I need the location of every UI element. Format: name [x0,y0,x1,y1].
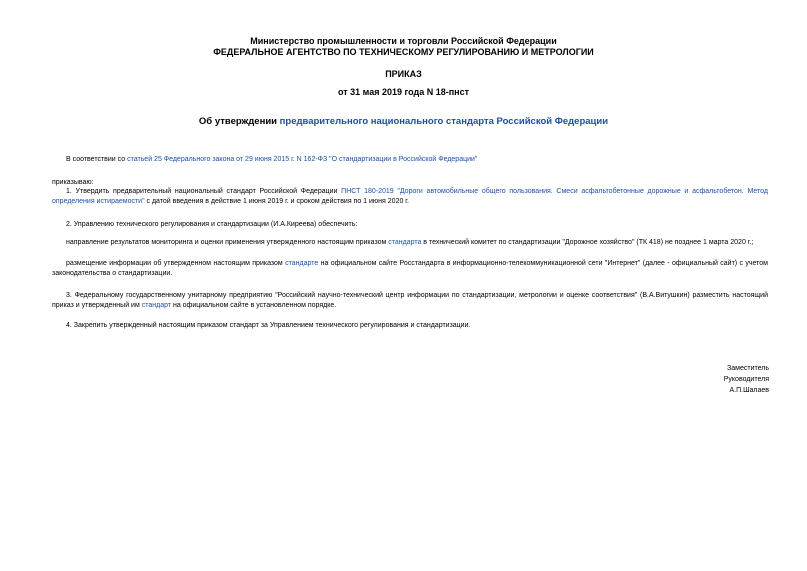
document-date: от 31 мая 2019 года N 18-пнст [337,87,470,97]
item-4: 4. Закрепить утвержденный настоящим приказом стандарт за Управлением технического регулирования и стандартизации. [66,322,471,329]
document-type: ПРИКАЗ [385,69,422,79]
item-3-prefix: 3. Федеральному государственному унитарному предприятию "Российский научно-технический центр информации по стандартизации, метрологии и оценке соответствия" (В.А.Витушкин) разместить настоящий приказ и утвержденный им [52,292,768,309]
item-1-suffix: с датой введения в действие 1 июня 2019 г. и сроком действия по 1 июня 2020 г. [144,198,409,205]
item-1-prefix: 1. Утвердить предварительный национальный стандарт Российской Федерации [66,188,342,195]
standard-link[interactable]: ПНСТ 180-2019 "Дороги автомобильные общего пользования. Смеси асфальтобетонные дорожные и асфальтобетон. Метод определения истираемости" [52,188,768,205]
signature-name: А.П.Шалаев [729,387,769,394]
item-2b [52,259,768,279]
agency-name: ФЕДЕРАЛЬНОЕ АГЕНТСТВО ПО ТЕХНИЧЕСКОМУ РЕГУЛИРОВАНИЮ И МЕТРОЛОГИИ [213,47,594,57]
signature-title-1: Заместитель [727,365,769,372]
item-2a-suffix: в технический комитет по стандартизации "Дорожное хозяйство" (ТК 418) не позднее 1 марта 2020 г.; [421,239,754,246]
signature-title-2: Руководителя [723,376,769,383]
item-2b-suffix: на официальном сайте Росстандарта в информационно-телекоммуникационной сети "Интернет" (далее - официальный сайт) с учетом законодательства о стандартизации. [52,260,768,277]
standard-link-4[interactable]: стандарт [141,302,172,309]
title-prefix: Об утверждении [198,116,280,127]
item-2a-prefix: направление результатов мониторинга и оценки применения утвержденного настоящим приказом [66,239,389,246]
document-title [0,116,807,127]
order-word: приказываю: [52,179,94,186]
standard-link-2[interactable]: стандарта [388,239,422,246]
ministry-name: Министерство промышленности и торговли Российской Федерации [250,36,557,46]
item-3 [52,291,768,311]
law-link[interactable]: статьей 25 Федерального закона от 29 июня 2015 г. N 162-ФЗ "О стандартизации в Российской Федерации" [127,156,478,163]
preamble-prefix: В соответствии со [66,156,128,163]
item-2a [52,238,768,248]
preamble [52,155,768,165]
item-3-suffix: на официальном сайте в установленном порядке. [171,302,337,309]
title-link[interactable]: предварительного национального стандарта Российской Федерации [279,116,609,127]
standard-link-3[interactable]: стандарте [285,260,319,267]
item-2: 2. Управлению технического регулирования и стандартизации (И.А.Киреева) обеспечить: [66,221,358,228]
item-2b-prefix: размещение информации об утвержденном настоящим приказом [66,260,286,267]
item-1 [52,187,768,207]
